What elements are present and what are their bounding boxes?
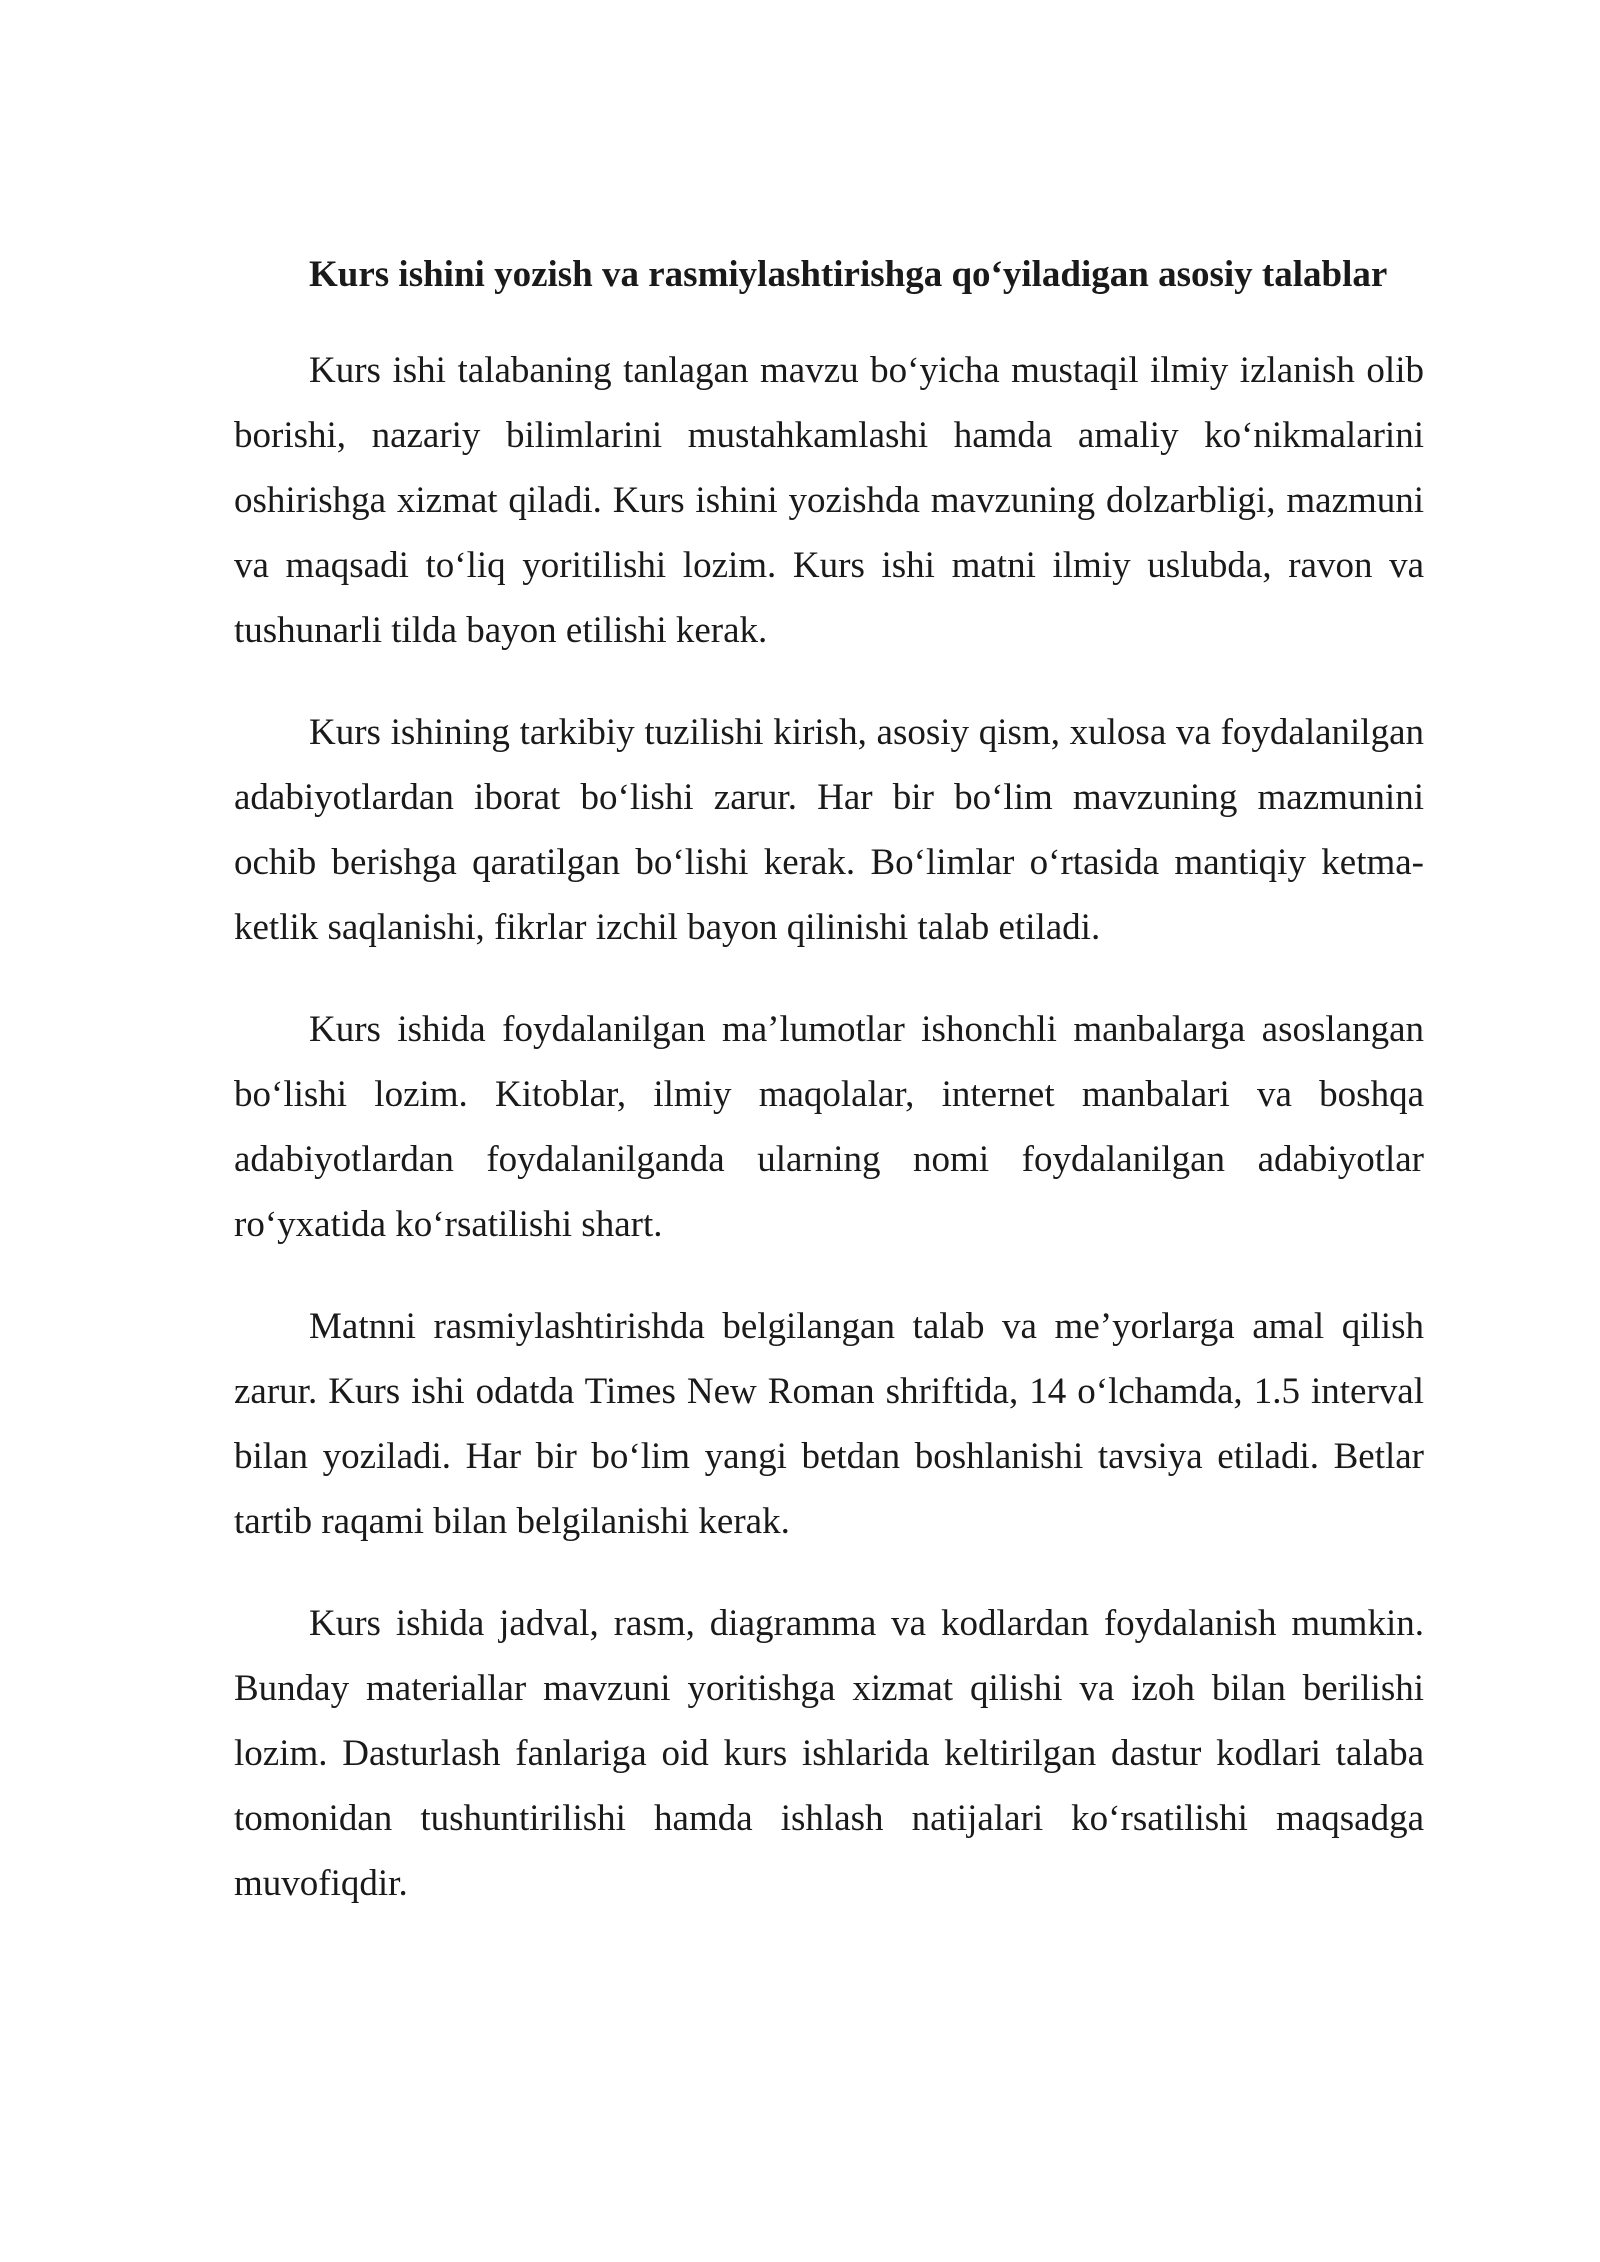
paragraph-5: Kurs ishida jadval, rasm, diagramma va kodlardan foydalanish mumkin. Bunday materiallar mavzuni yoritishga xizmat qilishi va izoh bilan berilishi lozim. Dasturlash fanlariga oid kurs ishlarida keltirilgan dastur kodlari talaba tomonidan tushuntirilishi hamda ishlash natijalari ko‘rsatilishi maqsadga muvofiqdir. — [234, 1603, 1424, 1904]
paragraph-4: Matnni rasmiylashtirishda belgilangan talab va me’yorlarga amal qilish zarur. Kurs ishi odatda Times New Roman shriftida, 14 o‘lchamda, 1.5 interval bilan yoziladi. Har bir bo‘lim yangi betdan boshlanishi tavsiya etiladi. Betlar tartib raqami bilan belgilanishi kerak. — [234, 1306, 1424, 1542]
paragraph-1: Kurs ishi talabaning tanlagan mavzu bo‘yicha mustaqil ilmiy izlanish olib borishi, nazariy bilimlarini mustahkamlashi hamda amaliy ko‘nikmalarini oshirishga xizmat qiladi. Kurs ishini yozishda mavzuning dolzarbligi, mazmuni va maqsadi to‘liq yoritilishi lozim. Kurs ishi matni ilmiy uslubda, ravon va tushunarli tilda bayon etilishi kerak. — [234, 350, 1424, 651]
document-title: Kurs ishini yozish va rasmiylashtirishga qo‘yiladigan asosiy talablar — [309, 254, 1388, 295]
document-body — [234, 246, 1424, 1953]
paragraph-2: Kurs ishining tarkibiy tuzilishi kirish, asosiy qism, xulosa va foydalanilgan adabiyotlardan iborat bo‘lishi zarur. Har bir bo‘lim mavzuning mazmunini ochib berishga qaratilgan bo‘lishi kerak. Bo‘limlar o‘rtasida mantiqiy ketma-ketlik saqlanishi, fikrlar izchil bayon qilinishi talab etiladi. — [234, 712, 1424, 948]
paragraph-3: Kurs ishida foydalanilgan ma’lumotlar ishonchli manbalarga asoslangan bo‘lishi lozim. Kitoblar, ilmiy maqolalar, internet manbalari va boshqa adabiyotlardan foydalanilganda ularning nomi foydalanilgan adabiyotlar ro‘yxatida ko‘rsatilishi shart. — [234, 1009, 1424, 1245]
